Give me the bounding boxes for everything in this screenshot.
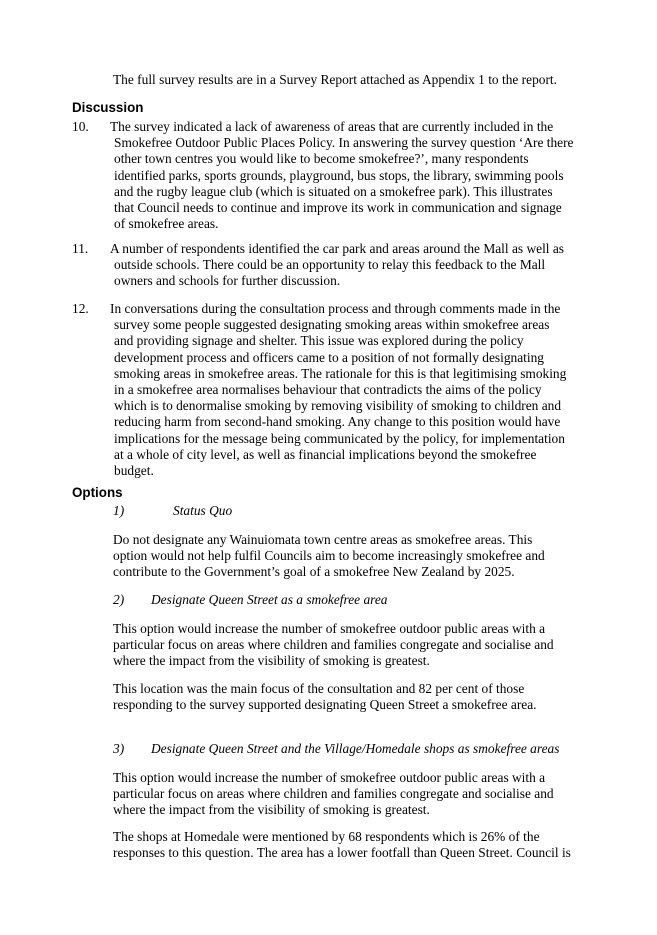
item-line: In conversations during the consultation process and through comments made in the	[110, 301, 561, 316]
option-title: Designate Queen Street and the Village/Homedale shops as smokefree areas	[151, 741, 560, 756]
paragraph-line: particular focus on areas where children and families congregate and socialise and	[113, 786, 554, 802]
paragraph-line: contribute to the Government’s goal of a smokefree New Zealand by 2025.	[113, 564, 515, 580]
option-title: Designate Queen Street as a smokefree area	[151, 592, 388, 607]
option-number: 2)	[113, 592, 125, 607]
intro-paragraph: The full survey results are in a Survey Report attached as Appendix 1 to the report.	[113, 72, 557, 87]
paragraph-line: This location was the main focus of the consultation and 82 per cent of those	[113, 681, 525, 696]
item-line: and providing signage and shelter. This issue was explored during the policy	[114, 333, 524, 349]
item-line: which is to denormalise smoking by removing visibility of smoking to children and	[114, 398, 562, 414]
option-2-paragraph-2	[113, 681, 591, 713]
item-line: that Council needs to continue and improve its work in communication and signage	[114, 200, 562, 216]
option-number: 3)	[113, 741, 125, 756]
option-1-paragraph	[113, 532, 591, 581]
paragraph-line: where the impact from the visibility of smoking is greatest.	[113, 802, 430, 818]
paragraph-line: where the impact from the visibility of smoking is greatest.	[113, 653, 430, 669]
item-line: development process and officers came to a position of not formally designating	[114, 349, 544, 365]
item-line: in a smokefree area normalises behaviour that contradicts the aims of the policy	[114, 382, 542, 398]
item-number: 11.	[72, 241, 89, 256]
paragraph-line: Do not designate any Wainuiomata town centre areas as smokefree areas. This	[113, 532, 533, 547]
item-line: at a whole of city level, as well as financial implications beyond the smokefree	[114, 446, 537, 462]
discussion-item-12	[72, 301, 592, 479]
option-3-title	[113, 741, 591, 757]
item-number: 12.	[72, 301, 89, 316]
option-3-paragraph-1	[113, 770, 591, 819]
item-line: survey some people suggested designating smoking areas within smokefree areas	[114, 317, 550, 333]
item-line: of smokefree areas.	[114, 216, 219, 232]
option-1-title	[113, 503, 591, 519]
item-line: The survey indicated a lack of awareness of areas that are currently included in the	[110, 119, 554, 134]
discussion-item-11	[72, 241, 592, 290]
paragraph-line: responding to the survey supported designating Queen Street a smokefree area.	[113, 697, 537, 713]
item-line: implications for the message being communicated by the policy, for implementation	[114, 430, 565, 446]
item-line: Smokefree Outdoor Public Places Policy. In answering the survey question ‘Are there	[114, 135, 574, 151]
discussion-item-10	[72, 119, 592, 232]
item-line: A number of respondents identified the car park and areas around the Mall as well as	[110, 241, 565, 256]
item-number: 10.	[72, 119, 89, 134]
discussion-heading: Discussion	[72, 100, 144, 115]
paragraph-line: This option would increase the number of smokefree outdoor public areas with a	[113, 621, 546, 636]
paragraph-line: The shops at Homedale were mentioned by 68 respondents which is 26% of the	[113, 829, 540, 844]
item-line: owners and schools for further discussion.	[114, 273, 341, 289]
option-2-title	[113, 592, 591, 608]
item-line: and the rugby league club (which is situated on a smokefree park). This illustrates	[114, 183, 553, 199]
paragraph-line: This option would increase the number of smokefree outdoor public areas with a	[113, 770, 546, 785]
item-line: budget.	[114, 463, 154, 479]
option-number: 1)	[113, 503, 125, 518]
options-heading: Options	[72, 485, 123, 500]
item-line: outside schools. There could be an opportunity to relay this feedback to the Mall	[114, 257, 546, 273]
item-line: other town centres you would like to become smokefree?’, many respondents	[114, 151, 529, 167]
paragraph-line: responses to this question. The area has a lower footfall than Queen Street. Council is	[113, 845, 571, 861]
item-line: reducing harm from second-hand smoking. Any change to this position would have	[114, 414, 561, 430]
item-line: identified parks, sports grounds, playground, bus stops, the library, swimming pools	[114, 167, 564, 183]
option-2-paragraph-1	[113, 621, 591, 670]
item-line: smoking areas in smokefree areas. The rationale for this is that legitimising smoking	[114, 365, 567, 381]
option-title: Status Quo	[173, 503, 233, 518]
option-3-paragraph-2	[113, 829, 591, 861]
paragraph-line: particular focus on areas where children and families congregate and socialise and	[113, 637, 554, 653]
paragraph-line: option would not help fulfil Councils aim to become increasingly smokefree and	[113, 548, 545, 564]
